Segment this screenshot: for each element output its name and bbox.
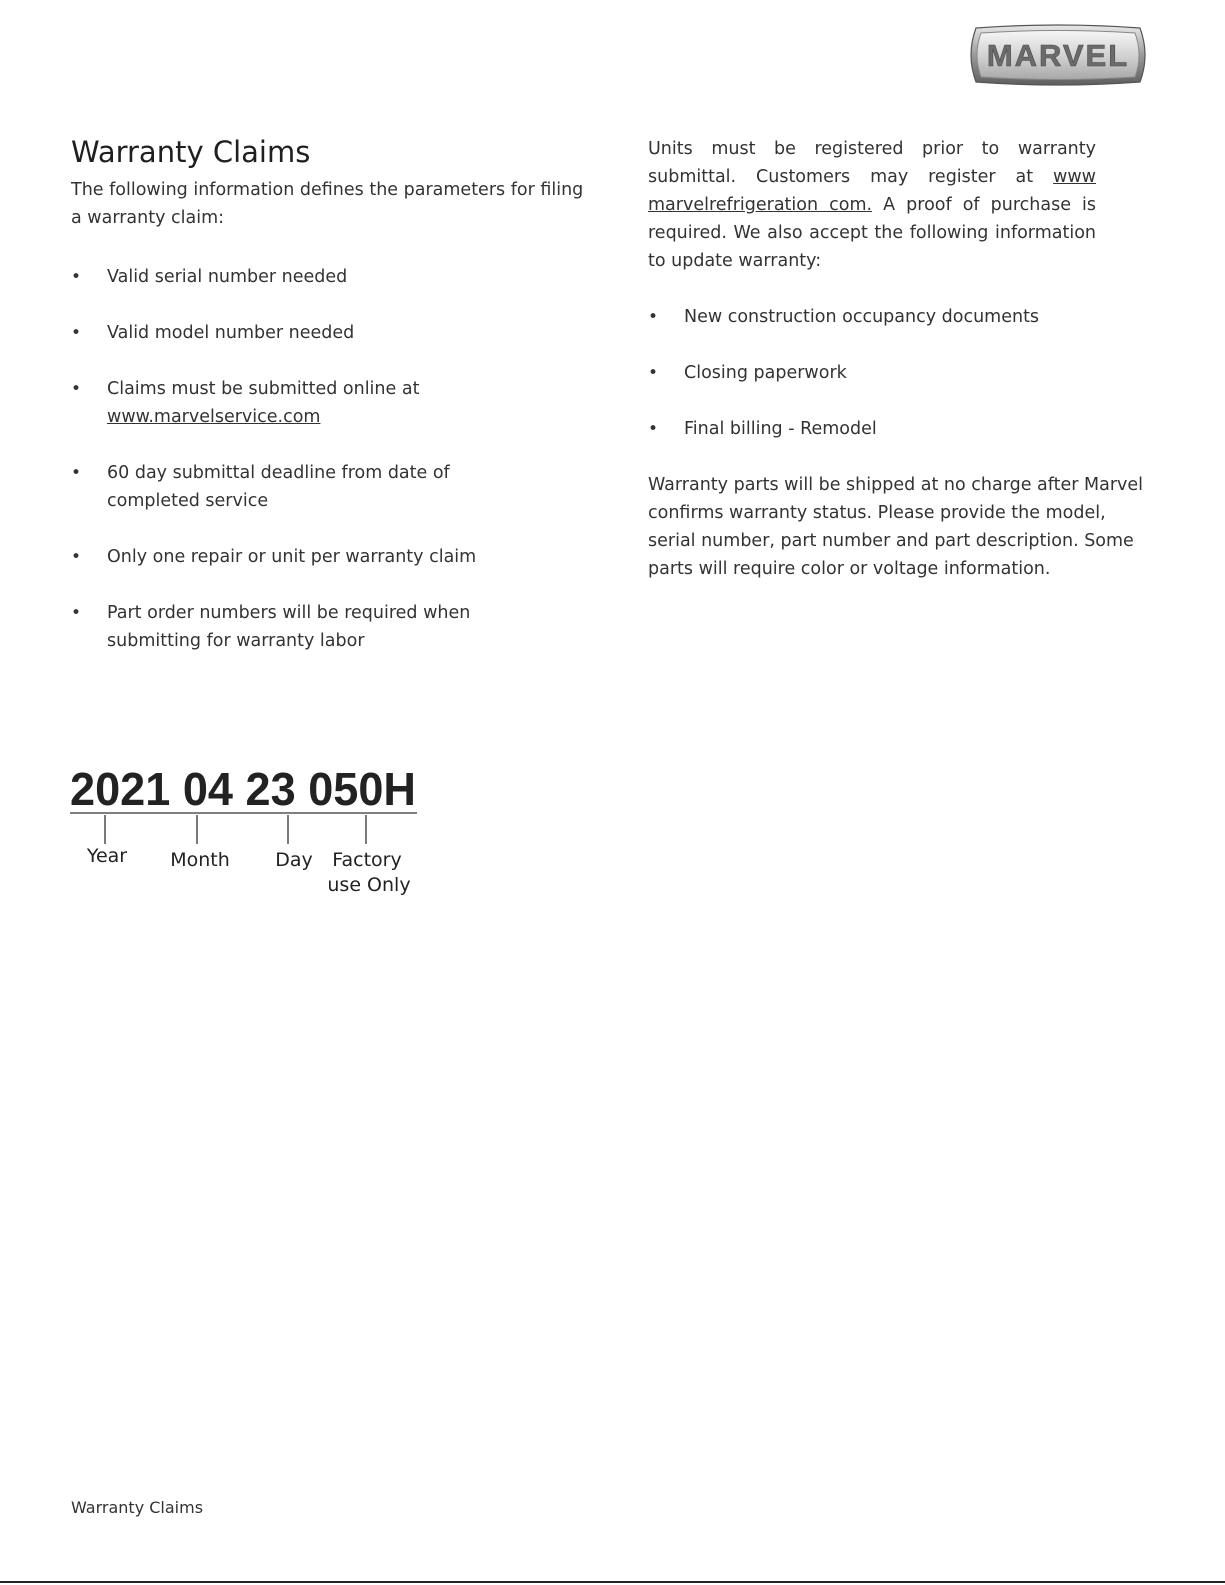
left-column [71, 130, 591, 683]
list-item: • Final billing - Remodel [648, 415, 1148, 443]
marvelservice-link[interactable]: www.marvelservice.com [107, 407, 321, 427]
serial-number: 2021 04 23 050H [70, 763, 416, 815]
list-item: • New construction occupancy documents [648, 303, 1148, 331]
bullet-icon: • [71, 379, 82, 399]
list-item: • Claims must be submitted online at www.marvelservice.com [71, 375, 591, 431]
bullet-icon: • [71, 323, 82, 343]
list-item: • 60 day submittal deadline from date of completed service [71, 459, 547, 515]
page-title: Warranty Claims [71, 135, 311, 169]
warranty-documents-list [648, 303, 1148, 443]
intro-paragraph: The following information defines the parameters for filing a warranty claim: [71, 180, 584, 228]
bullet-icon: • [71, 267, 82, 287]
list-item: • Closing paperwork [648, 359, 1148, 387]
factory-label-line2: use Only [327, 874, 411, 896]
bullet-icon: • [71, 547, 82, 567]
bottom-divider [0, 1581, 1225, 1583]
marvel-logo [966, 24, 1150, 86]
parts-paragraph: Warranty parts will be shipped at no charge after Marvel confirms warranty status. Please provide the model, serial number, part number and part description. Some parts will require color or voltage information. [648, 475, 1144, 579]
registration-paragraph: Units must be registered prior to warranty submittal. Customers may register at www marvelrefrigeration com. A proof of purchase is required. We also accept the following information to update warranty: [648, 139, 1096, 271]
month-label: Month [170, 849, 230, 871]
bullet-icon: • [648, 419, 659, 439]
bullet-icon: • [71, 463, 82, 483]
list-item: • Part order numbers will be required when submitting for warranty labor [71, 599, 547, 655]
bullet-icon: • [71, 603, 82, 623]
claim-requirements-list [71, 263, 591, 655]
list-item: • Valid model number needed [71, 319, 591, 347]
year-label: Year [86, 845, 128, 867]
list-item: • Valid serial number needed [71, 263, 591, 291]
day-label: Day [275, 849, 313, 871]
page-footer: Warranty Claims [71, 1498, 204, 1517]
serial-number-diagram [70, 763, 430, 913]
bullet-icon: • [648, 307, 659, 327]
right-column [648, 135, 1148, 583]
factory-label-line1: Factory [332, 849, 402, 871]
marvelrefrigeration-link[interactable]: www marvelrefrigeration com. [648, 167, 1096, 215]
logo-text: MARVEL [986, 38, 1130, 73]
list-item: • Only one repair or unit per warranty claim [71, 543, 591, 571]
bullet-icon: • [648, 363, 659, 383]
